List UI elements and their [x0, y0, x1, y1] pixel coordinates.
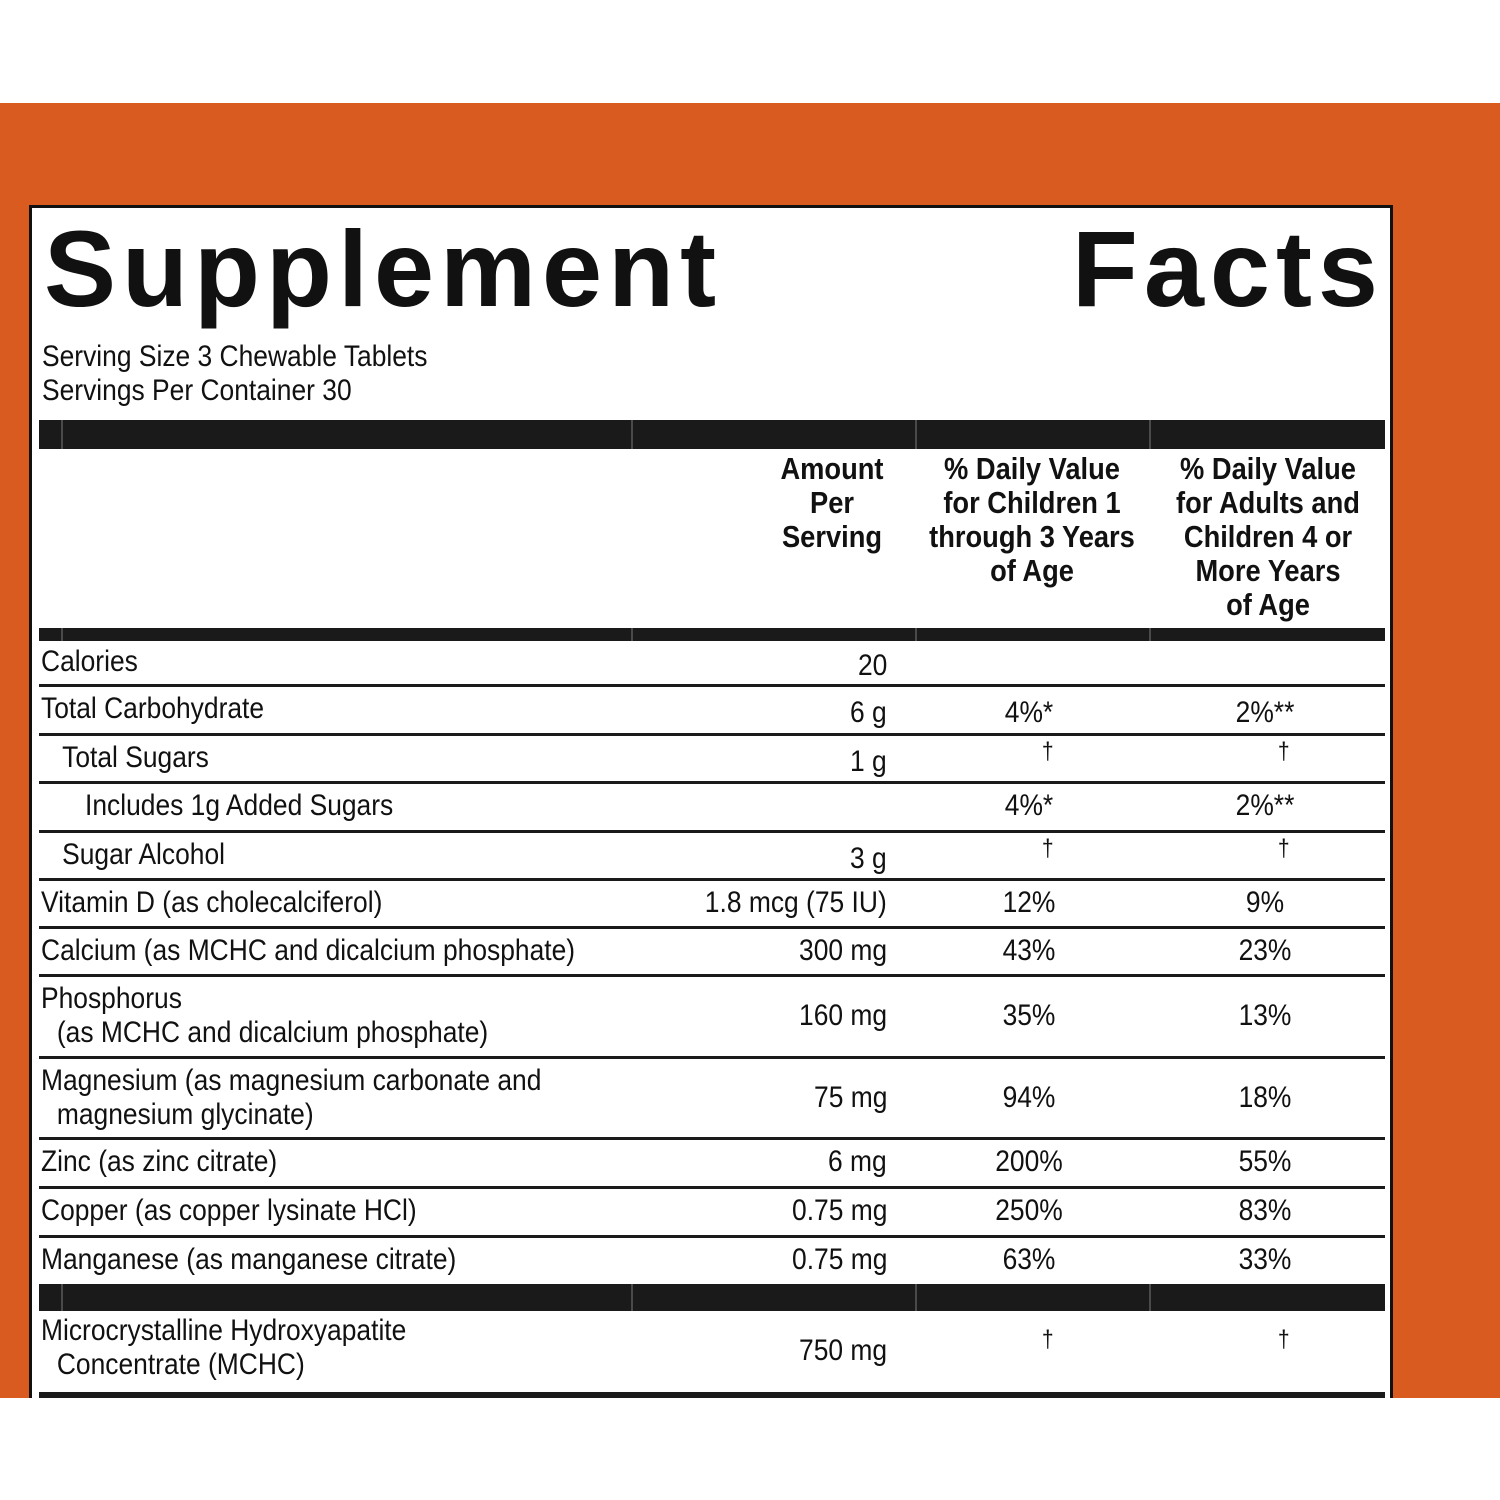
nutrient-row: Phosphorus (as MCHC and dicalcium phosphate) 160 mg 35% 13%: [39, 977, 1385, 1059]
supplement-facts-panel: [29, 205, 1393, 1398]
nutrient-row: Calories 20: [39, 641, 1385, 687]
header-divider-bar: [39, 420, 1385, 449]
nutrient-row: Zinc (as zinc citrate) 6 mg 200% 55%: [39, 1140, 1385, 1189]
section-divider-bar: [39, 1284, 1385, 1311]
bottom-divider-bar: [39, 1392, 1385, 1398]
serving-info: [42, 340, 427, 408]
nutrient-row: Manganese (as manganese citrate) 0.75 mg 63% 33%: [41, 1243, 1292, 1276]
nutrient-row: Calcium (as MCHC and dicalcium phosphate) 300 mg 43% 23%: [39, 929, 1385, 977]
column-header-divider-bar: [39, 628, 1385, 641]
panel-title: Supplement Facts: [44, 208, 1384, 329]
nutrient-row: Sugar Alcohol 3 g † †: [39, 833, 1385, 881]
nutrient-row: Total Carbohydrate 6 g 4%* 2%**: [39, 687, 1385, 736]
servings-per-container: Servings Per Container 30: [42, 374, 352, 407]
nutrient-row: Copper (as copper lysinate HCl) 0.75 mg 250% 83%: [39, 1189, 1385, 1238]
serving-size: Serving Size 3 Chewable Tablets: [42, 340, 428, 373]
dv-adults-header: % Daily Value for Adults and Children 4 or More Years of Age: [1176, 451, 1360, 622]
amount-per-serving-header: Amount Per Serving: [780, 451, 884, 554]
nutrient-row: Total Sugars 1 g † †: [39, 736, 1385, 784]
nutrient-row: Vitamin D (as cholecalciferol) 1.8 mcg (75 IU) 12% 9%: [39, 881, 1385, 929]
dv-children-header: % Daily Value for Children 1 through 3 Years of Age: [929, 451, 1135, 588]
nutrient-row: Microcrystalline Hydroxyapatite Concentrate (MCHC) 750 mg † †: [41, 1314, 1290, 1381]
nutrient-row: Includes 1g Added Sugars 4%* 2%**: [39, 784, 1385, 833]
nutrient-row: Magnesium (as magnesium carbonate and magnesium glycinate) 75 mg 94% 18%: [39, 1059, 1385, 1140]
